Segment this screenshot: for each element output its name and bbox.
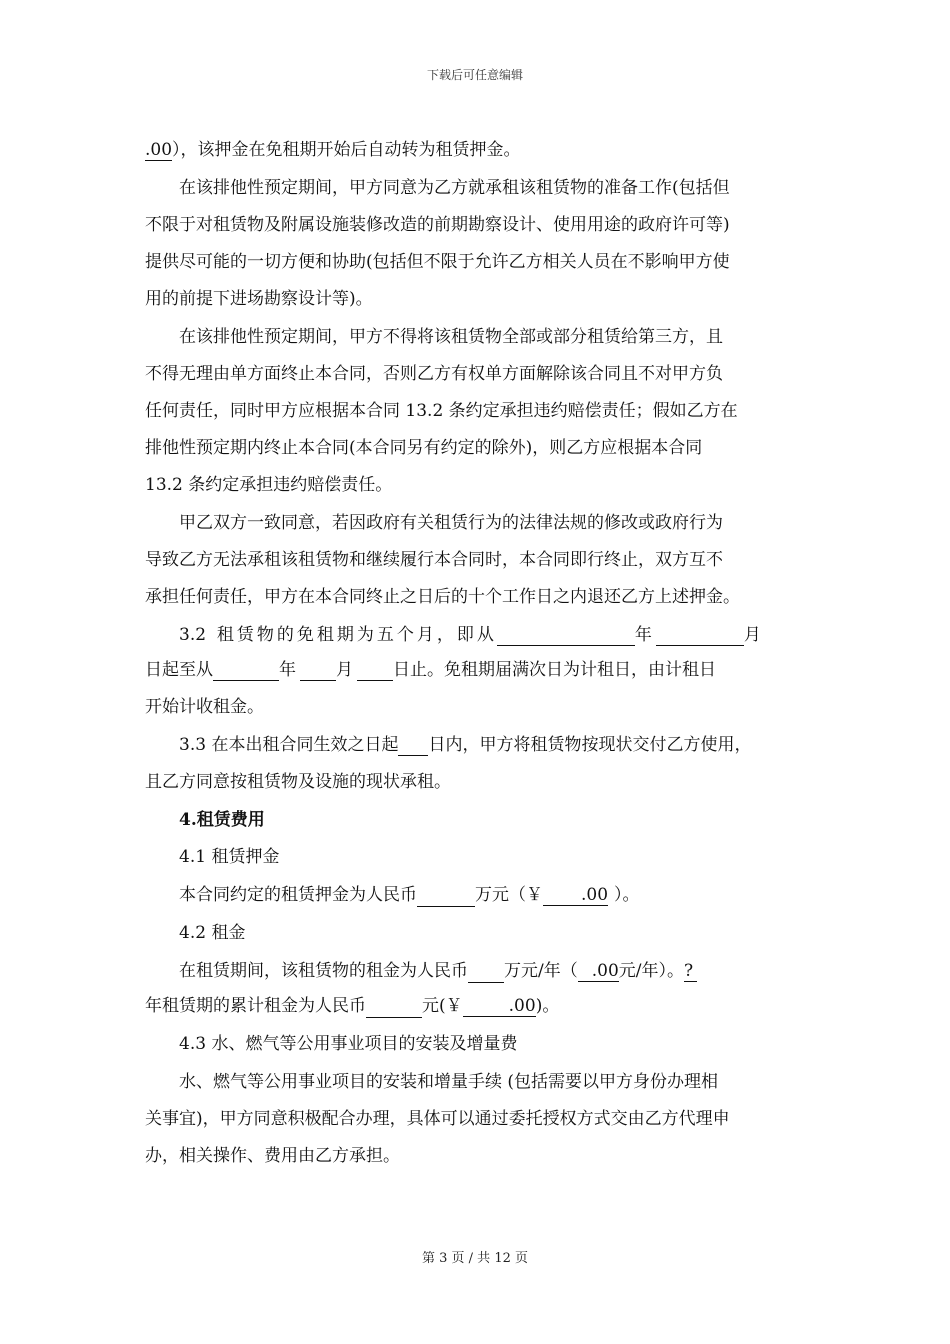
blank-field: [468, 962, 504, 983]
paragraph-line: 在该排他性预定期间，甲方同意为乙方就承租该租赁物的准备工作(包括但: [179, 178, 730, 198]
clause-3-2-line: 开始计收租金。: [145, 697, 264, 717]
blank-field: [213, 660, 279, 681]
subsection-heading: 4.1 租赁押金: [179, 847, 280, 867]
paragraph-line: 甲乙双方一致同意，若因政府有关租赁行为的法律法规的修改或政府行为: [179, 513, 723, 533]
underlined-amount: .00: [463, 996, 536, 1017]
blank-field: [497, 625, 635, 646]
rent-line: 在租赁期间，该租赁物的租金为人民币 万元/年（ .00元/年）。?: [179, 960, 697, 983]
paragraph-line: 在该排他性预定期间，甲方不得将该租赁物全部或部分租赁给第三方，且: [179, 327, 723, 347]
paragraph-line: 提供尽可能的一切方便和协助(包括但不限于允许乙方相关人员在不影响甲方使: [145, 252, 730, 272]
paragraph-line: 办，相关操作、费用由乙方承担。: [145, 1146, 400, 1166]
page-header: 下载后可任意编辑: [426, 68, 523, 82]
clause-3-2-line: 3.2 租赁物的免租期为五个月，即从 年 月: [179, 625, 761, 645]
paragraph-line: 导致乙方无法承租该租赁物和继续履行本合同时，本合同即行终止，双方互不: [145, 550, 723, 570]
paragraph-line: 水、燃气等公用事业项目的安装和增量手续 (包括需要以甲方身份办理相: [179, 1072, 719, 1092]
blank-field: [357, 660, 393, 681]
underlined-amount: .00: [543, 885, 608, 906]
clause-3-3-line: 且乙方同意按租赁物及设施的现状承租。: [145, 772, 451, 792]
section-heading: 4.租赁费用: [179, 810, 265, 830]
clause-3-2-line: 日起至从 年 月 日止。免租期届满次日为计租日，由计租日: [145, 660, 716, 680]
paragraph-line: 不得无理由单方面终止本合同，否则乙方有权单方面解除该合同且不对甲方负: [145, 364, 723, 384]
paragraph-line: 关事宜)，甲方同意积极配合办理，具体可以通过委托授权方式交由乙方代理申: [145, 1109, 730, 1129]
blank-field: [417, 886, 475, 907]
deposit-line: 本合同约定的租赁押金为人民币 万元（￥ .00 ）。: [179, 885, 640, 905]
blank-field: [656, 625, 744, 646]
blank-field: [366, 997, 422, 1018]
paragraph-line: 承担任何责任，甲方在本合同终止之日后的十个工作日之内退还乙方上述押金。: [145, 587, 740, 607]
page-footer: 第 3 页 / 共 12 页: [422, 1251, 528, 1266]
rent-line: 年租赁期的累计租金为人民币 元(￥ .00)。: [145, 996, 560, 1016]
blank-field: [300, 660, 336, 681]
paragraph-line: 排他性预定期内终止本合同(本合同另有约定的除外)，则乙方应根据本合同: [145, 438, 703, 458]
underlined-amount: .00: [145, 140, 173, 160]
paragraph-line: 用的前提下进场勘察设计等)。: [145, 289, 373, 309]
paragraph-line: 不限于对租赁物及附属设施装修改造的前期勘察设计、使用用途的政府许可等): [145, 215, 730, 235]
blank-field: [398, 735, 428, 756]
underlined-amount: .00: [578, 961, 619, 982]
paragraph-line: 任何责任，同时甲方应根据本合同 13.2 条约定承担违约赔偿责任；假如乙方在: [145, 401, 738, 421]
paragraph-line: 13.2 条约定承担违约赔偿责任。: [145, 475, 393, 495]
clause-3-3-line: 3.3 在本出租合同生效之日起 日内，甲方将租赁物按现状交付乙方使用，: [179, 735, 752, 755]
underlined-mark: ?: [684, 961, 697, 982]
subsection-heading: 4.2 租金: [179, 923, 246, 943]
subsection-heading: 4.3 水、燃气等公用事业项目的安装及增量费: [179, 1034, 518, 1054]
text-line: .00），该押金在免租期开始后自动转为租赁押金。: [145, 140, 521, 160]
